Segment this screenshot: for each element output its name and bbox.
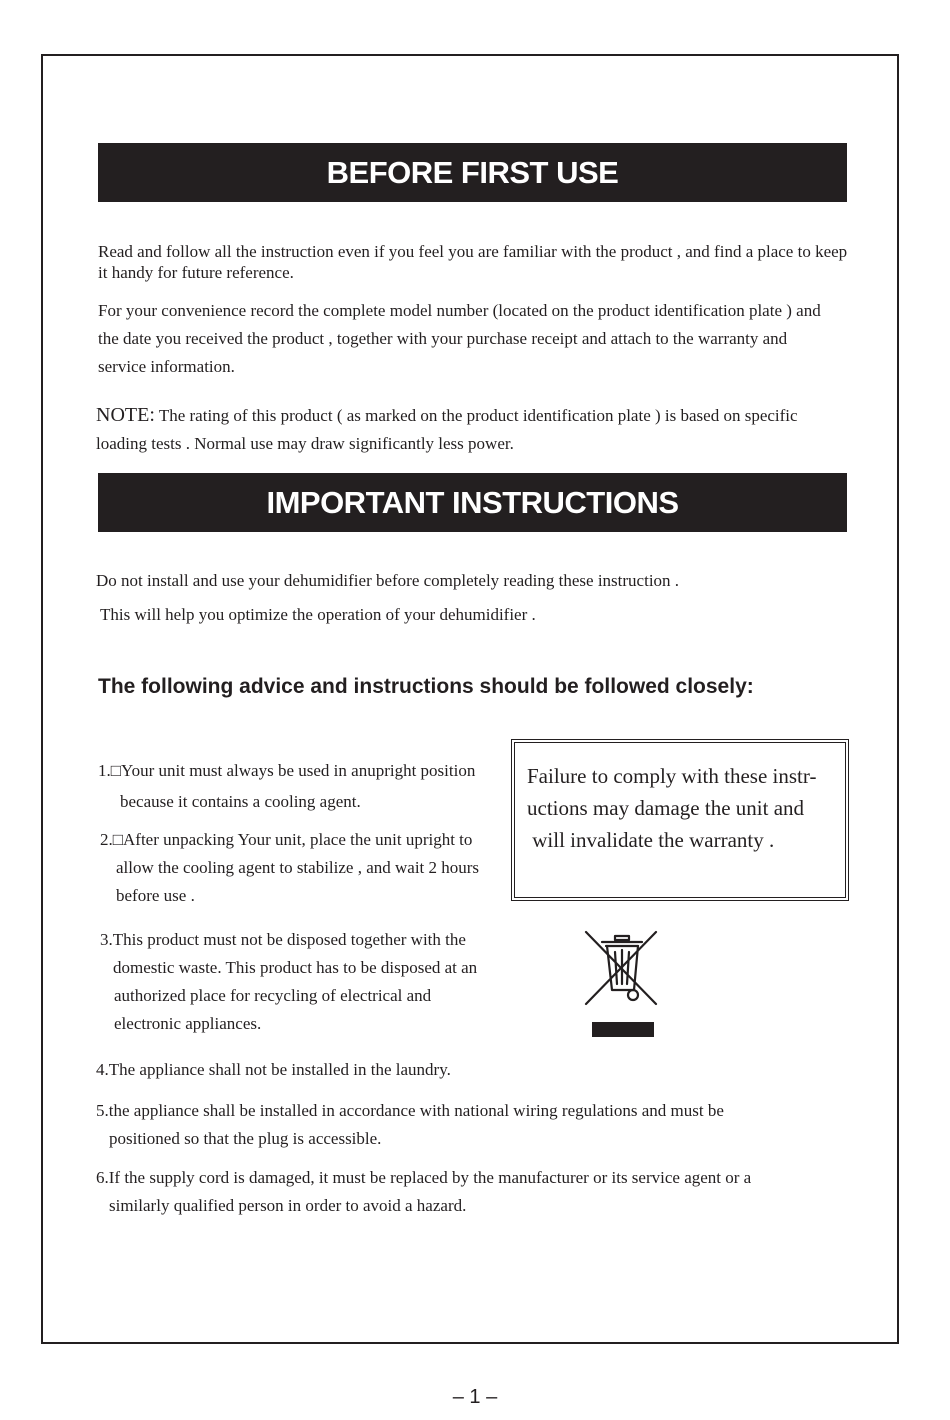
list-item-line: 6.If the supply cord is damaged, it must be replaced by the manufacturer or its service agent or a [96,1168,752,1187]
warranty-warning-box [511,739,849,901]
section-title-text: BEFORE FIRST USE [326,154,619,190]
intro-line-2: This will help you optimize the operation of your dehumidifier . [100,605,536,624]
list-item-line: positioned so that the plug is accessible. [109,1129,382,1148]
list-item-line: 1.□Your unit must always be used in anupright position [98,761,476,780]
list-item-1 [98,757,508,816]
list-item-4 [96,1056,856,1084]
note-text: The rating of this product ( as marked on the product identification plate ) is based on specific loading tests . Normal use may draw significantly less power. [96,406,798,453]
list-item-5 [96,1097,856,1153]
list-item-line: 3.This product must not be disposed together with the [100,930,466,949]
list-item-line: electronic appliances. [114,1014,262,1033]
list-item-2 [100,826,510,910]
list-item-6 [96,1164,856,1220]
list-item-line: before use . [116,886,195,905]
warning-line: uctions may damage the unit and [527,796,805,820]
list-item-line: allow the cooling agent to stabilize , and wait 2 hours [116,858,480,877]
list-item-3 [100,926,510,1038]
intro-paragraph: Read and follow all the instruction even if you feel you are familiar with the product , and find a place to keep it handy for future reference. [98,242,848,282]
advice-subheading: The following advice and instructions should be followed closely: [98,675,754,698]
note-label: NOTE: [96,404,155,426]
list-item-line: domestic waste. This product has to be disposed at an [113,958,478,977]
section-title-before-first-use [98,143,847,202]
record-model-paragraph: For your convenience record the complete model number (located on the product identification plate ) and the date you received the product , together with your purchase receipt and attach to the warranty and service information. [98,301,821,376]
list-item-line: 5.the appliance shall be installed in accordance with national wiring regulations and must be [96,1101,724,1120]
list-item-line: 2.□After unpacking Your unit, place the unit upright to [100,830,473,849]
warning-line: will invalidate the warranty . [527,828,775,852]
section-title-important-instructions [98,473,847,532]
page-number: – 1 – [452,1386,498,1408]
list-item-line: because it contains a cooling agent. [120,792,361,811]
list-item-line: authorized place for recycling of electrical and [114,986,432,1005]
section-title-text: IMPORTANT INSTRUCTIONS [266,484,679,520]
list-item-line: similarly qualified person in order to avoid a hazard. [109,1196,467,1215]
note-paragraph [96,401,846,458]
intro-line-1: Do not install and use your dehumidifier before completely reading these instruction . [96,571,680,590]
warning-line: Failure to comply with these instr- [527,764,817,788]
list-item-line: 4.The appliance shall not be installed in the laundry. [96,1060,451,1079]
crossed-out-wheelie-bin-icon [584,930,658,1038]
